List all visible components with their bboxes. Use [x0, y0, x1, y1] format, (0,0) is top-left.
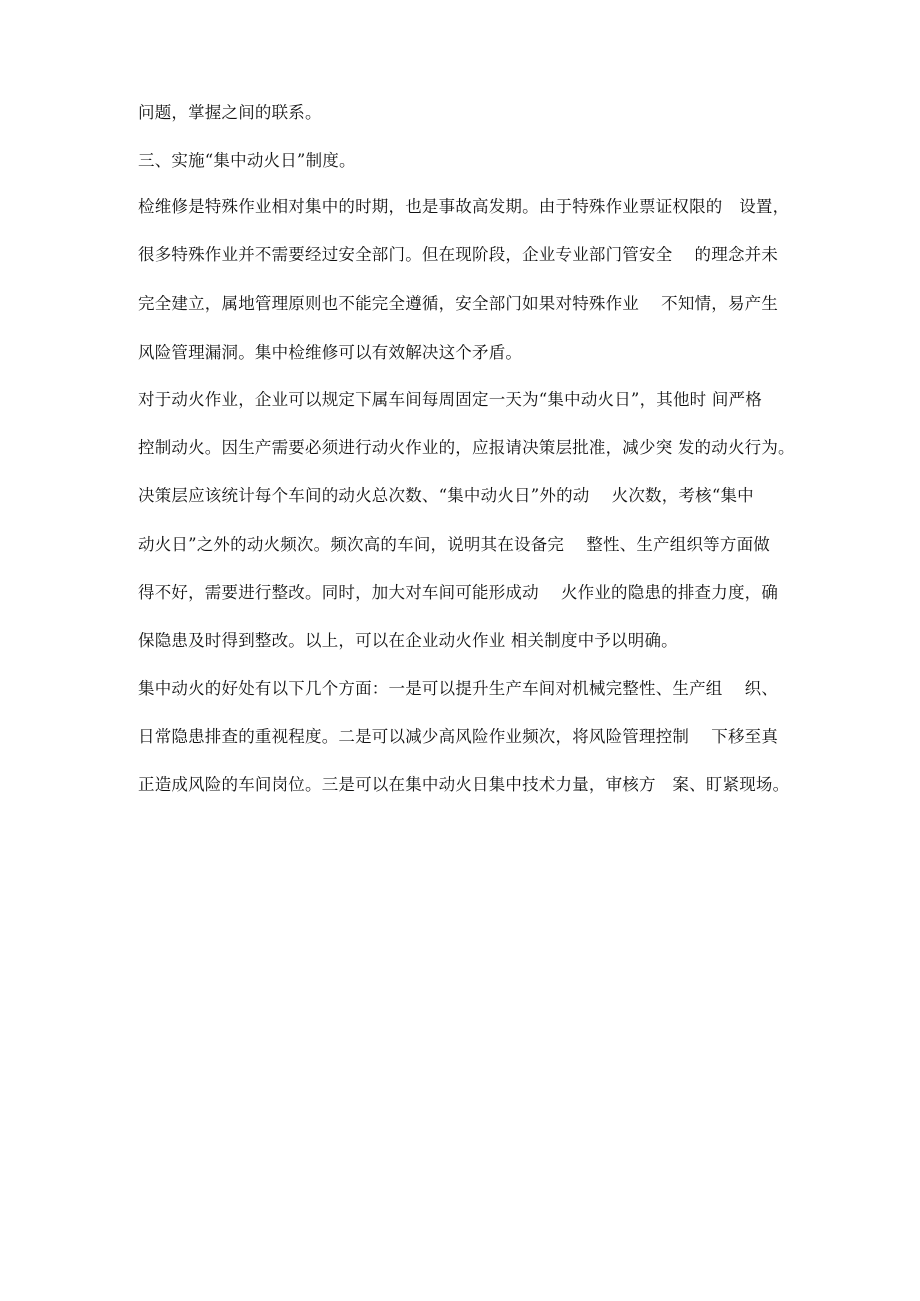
text-line: 完全建立，属地管理原则也不能完全遵循，安全部门如果对特殊作业 不知情，易产生: [138, 294, 779, 313]
text-line: 日常隐患排查的重视程度。二是可以减少高风险作业频次，将风险管理控制 下移至真: [138, 727, 779, 746]
text-line: 得不好，需要进行整改。同时，加大对车间可能形成动 火作业的隐患的排查力度，确: [138, 583, 779, 602]
text-line: 很多特殊作业并不需要经过安全部门。但在现阶段，企业专业部门管安全 的理念并未: [138, 245, 779, 264]
text-line: 决策层应该统计每个车间的动火总次数、“集中动火日”外的动 火次数，考核“集中: [138, 486, 754, 505]
text-line: 检维修是特殊作业相对集中的时期，也是事故高发期。由于特殊作业票证权限的 设置，: [138, 197, 790, 216]
text-line: 正造成风险的车间岗位。三是可以在集中动火日集中技术力量，审核方 案、盯紧现场。: [138, 775, 790, 794]
text-line: 问题，掌握之间的联系。: [138, 103, 322, 122]
text-line: 对于动火作业，企业可以规定下属车间每周固定一天为“集中动火日”，其他时 间严格: [138, 390, 762, 409]
text-line: 集中动火的好处有以下几个方面：一是可以提升生产车间对机械完整性、生产组 织、: [138, 679, 779, 698]
section-heading: 三、实施“集中动火日”制度。: [138, 151, 356, 170]
text-line: 保隐患及时得到整改。以上，可以在企业动火作业 相关制度中予以明确。: [138, 631, 678, 650]
text-line: 动火日”之外的动火频次。频次高的车间，说明其在设备完 整性、生产组织等方面做: [138, 535, 770, 554]
text-line: 控制动火。因生产需要必须进行动火作业的，应报请决策层批准，减少突 发的动火行为。: [138, 438, 795, 457]
text-line: 风险管理漏洞。集中检维修可以有效解决这个矛盾。: [138, 343, 523, 362]
